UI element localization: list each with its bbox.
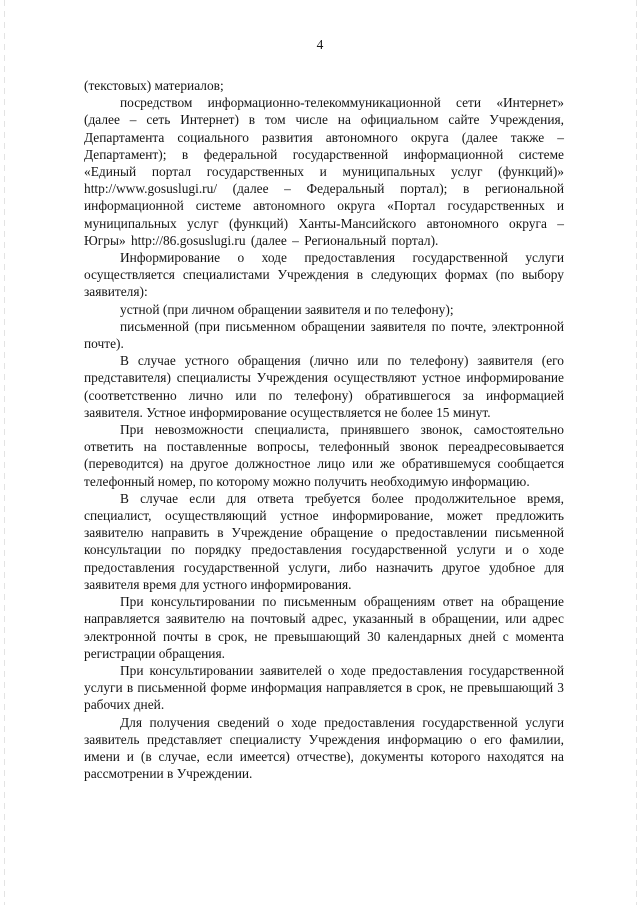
paragraph: письменной (при письменном обращении заявителя по почте, электронной почте). [84,318,564,352]
paragraph: Информирование о ходе предоставления государственной услуги осуществляется специалистами Учреждения в следующих формах (по выбору заявителя): [84,250,564,300]
scan-edge-left [4,0,5,905]
paragraph: В случае если для ответа требуется более продолжительное время, специалист, осуществляющий устное информирование, может предложить заявителю направить в Учреждение обращение о предоставлении письменной консультации по порядку предоставления государственной услуги и о ходе предоставления государственной услуги, либо назначить другое удобное для заявителя время для устного информирования. [84,490,564,592]
body-text [84,77,564,782]
paragraph: Для получения сведений о ходе предоставления государственной услуги заявитель представляет специалисту Учреждения информацию о его фамилии, имени и (в случае, если имеется) отчестве), документы которого находятся на рассмотрении в Учреждении. [84,714,564,782]
page-number: 4 [316,37,324,52]
paragraph: посредством информационно-телекоммуникационной сети «Интернет» (далее – сеть Интернет) в том числе на официальном сайте Учреждения, Департамента социального развития автономного округа (далее также – Департамент); в федеральной государственной информационной системе «Единый портал государственных и муниципальных услуг (функций)» http://www.gosuslugi.ru/ (далее – Федеральный портал); в региональной информационной системе автономного округа «Портал государственных и муниципальных услуг (функций) Ханты-Мансийского автономного округа – Югры» http://86.gosuslugi.ru (далее – Региональный портал). [84,95,564,248]
paragraph: При невозможности специалиста, принявшего звонок, самостоятельно ответить на поставленные вопросы, телефонный звонок переадресовывается (переводится) на другое должностное лицо или же обратившемуся сообщается телефонный номер, по которому можно получить необходимую информацию. [84,422,564,489]
scan-edge-right [636,0,637,905]
paragraph: В случае устного обращения (лично или по телефону) заявителя (его представителя) специалисты Учреждения осуществляют устное информирование (соответственно лично или по телефону) обратившегося за информацией заявителя. Устное информирование осуществляется не более 15 минут. [84,353,564,420]
paragraph: (текстовых) материалов; [84,78,224,93]
paragraph: устной (при личном обращении заявителя и по телефону); [120,301,454,317]
paragraph: При консультировании по письменным обращениям ответ на обращение направляется заявителю на почтовый адрес, указанный в обращении, или адрес электронной почты в срок, не превышающий 30 календарных дней с момента регистрации обращения. [84,594,564,661]
paragraph: При консультировании заявителей о ходе предоставления государственной услуги в письменной форме информация направляется в срок, не превышающий 3 рабочих дней. [84,662,564,713]
